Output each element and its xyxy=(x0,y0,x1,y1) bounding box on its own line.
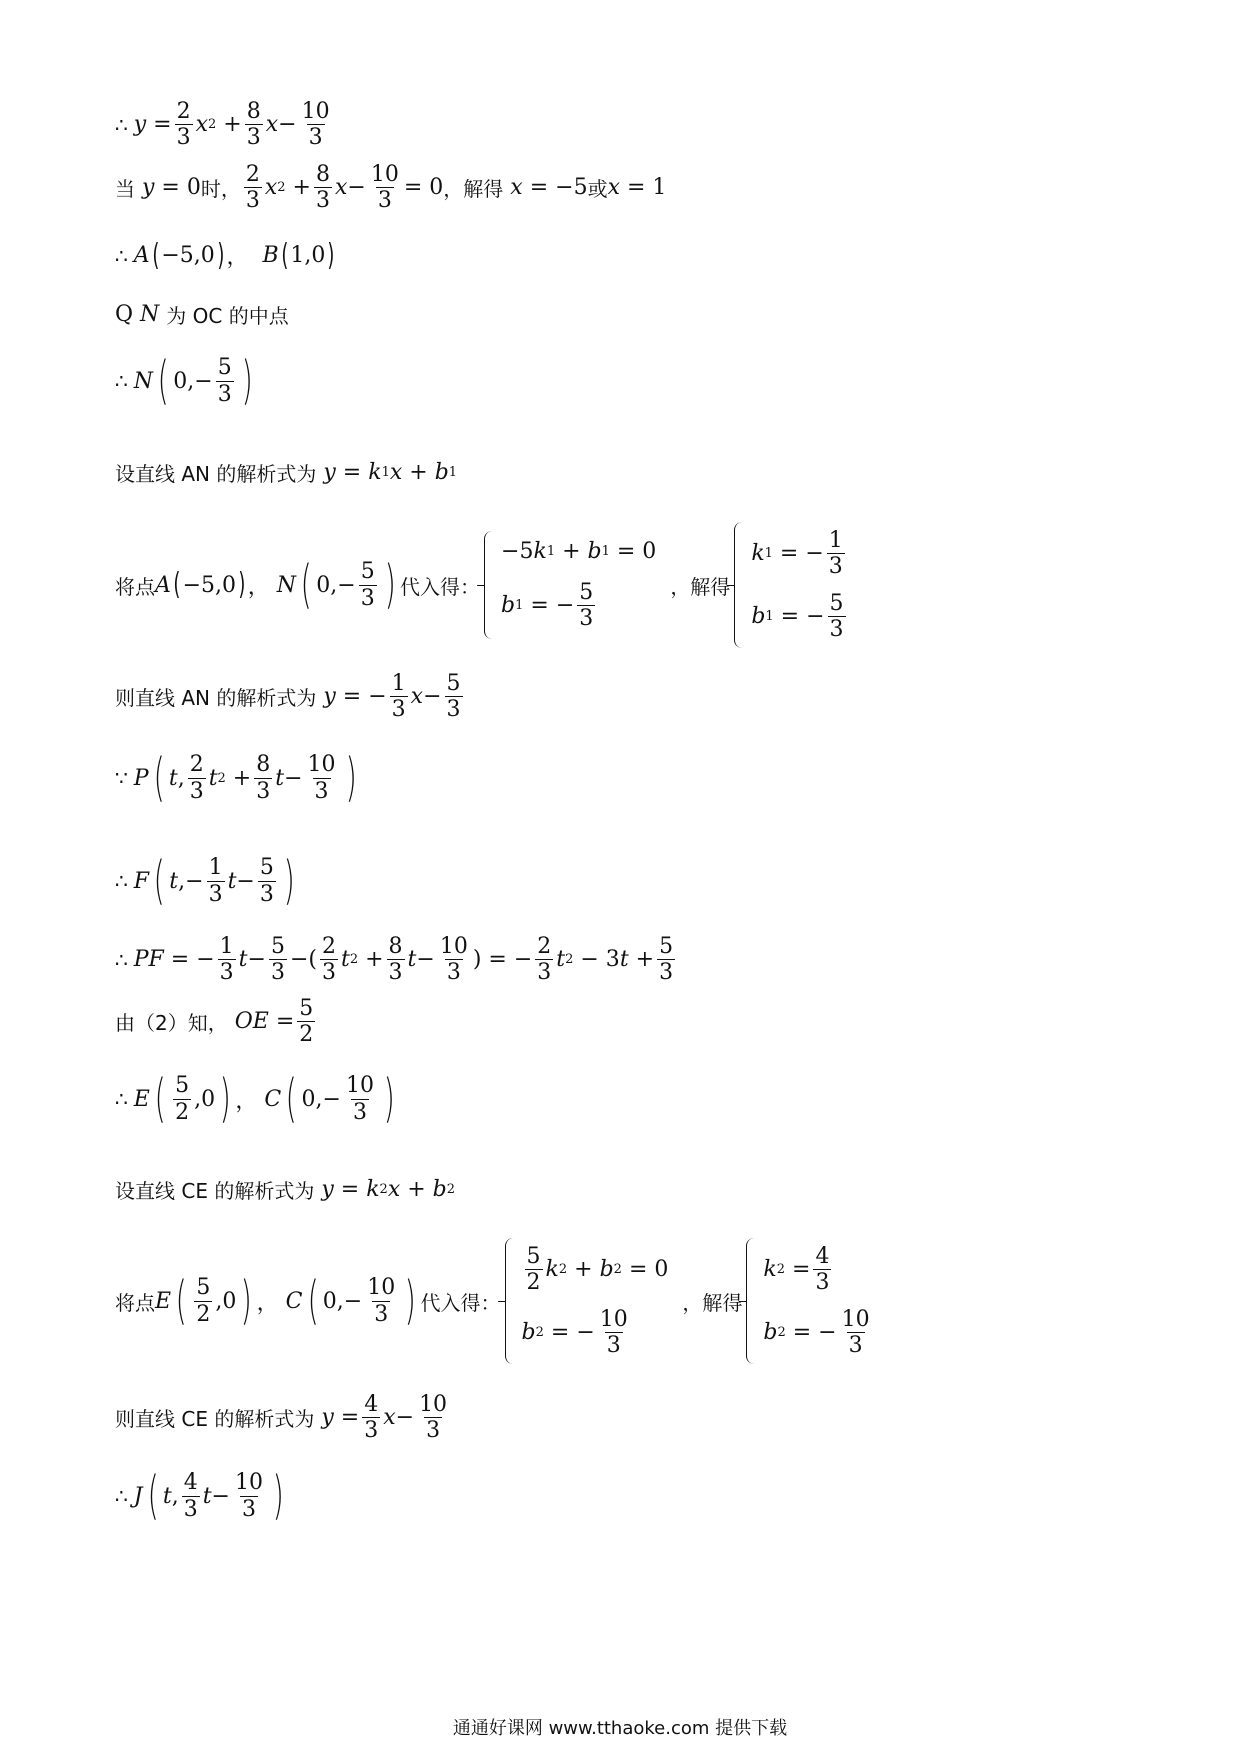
midpoint-statement: Q N 为 OC 的中点 xyxy=(115,302,289,328)
line-an-system: 将点 A ( −5,0 ) ， N ( 0,− $\frac{5}{3}$ ) 代入得： −5 k 1 + b 1 = 0 b 1 = − $\frac{5}{3}$ ，解得 k 1 = − $\frac{1}{3}$ b 1 = − $\frac{5}{3}$ xyxy=(115,522,849,648)
line-ce-system: 将点 E ( $\frac{5}{2}$ ,0 ) ， C ( 0,− $\frac{10}{3}$ ) 代入得： $\frac{5}{2}$ k 2 + b 2 = 0 b 2 = − $\frac{10}{3}$ ，解得 k 2 = $\frac{4}{3}$ b 2 = − $\frac{10}{3}$ xyxy=(115,1238,875,1364)
point-p-line: ∵ P ( t , $\frac{2}{3}$ t 2 + $\frac{8}{3}$ t − $\frac{10}{3}$ ) xyxy=(115,748,357,808)
solve-roots-line: 当 y = 0 时， $\frac{2}{3}$ x 2 + $\frac{8}{3}$ x − $\frac{10}{3}$ = 0 ，解得 x = −5 或 x = 1 xyxy=(115,162,667,214)
points-ec-line: ∴ E ( $\frac{5}{2}$ ,0 ) ， C ( 0,− $\frac{10}{3}$ ) xyxy=(115,1069,395,1129)
line-ce-result: 则直线 CE 的解析式为 y = $\frac{4}{3}$ x − $\frac{10}{3}$ xyxy=(115,1392,448,1444)
equation-parabola: ∴ y = $\frac{2}{3}$ x 2 + $\frac{8}{3}$ x − $\frac{10}{3}$ xyxy=(115,99,330,151)
line-ce-setup: 设直线 CE 的解析式为 y = k 2 x + b 2 xyxy=(115,1177,456,1203)
line-an-result: 则直线 AN 的解析式为 y = − $\frac{1}{3}$ x − $\frac{5}{3}$ xyxy=(115,671,461,723)
point-n-line: ∴ N ( 0,− $\frac{5}{3}$ ) xyxy=(115,351,253,411)
point-j-line: ∴ J ( t , $\frac{4}{3}$ t − $\frac{10}{3}$ ) xyxy=(115,1466,284,1526)
footer-source: 通通好课网 www.tthaoke.com 提供下载 xyxy=(452,1718,788,1739)
points-ab-line: ∴ A ( −5,0 ) ， B ( 1,0 ) xyxy=(115,237,335,273)
pf-length-line: ∴ PF = − $\frac{1}{3}$ t − $\frac{5}{3}$ −( $\frac{2}{3}$ t 2 + $\frac{8}{3}$ t − $\frac{10}{3}$ ) = − $\frac{2}{3}$ t 2 − 3 t + $\frac{5}{3}$ xyxy=(115,934,674,986)
line-an-setup: 设直线 AN 的解析式为 y = k 1 x + b 1 xyxy=(115,460,458,486)
point-f-line: ∴ F ( t ,− $\frac{1}{3}$ t − $\frac{5}{3}$ ) xyxy=(115,851,295,911)
oe-length-line: 由（2）知， OE = $\frac{5}{2}$ xyxy=(115,996,314,1048)
